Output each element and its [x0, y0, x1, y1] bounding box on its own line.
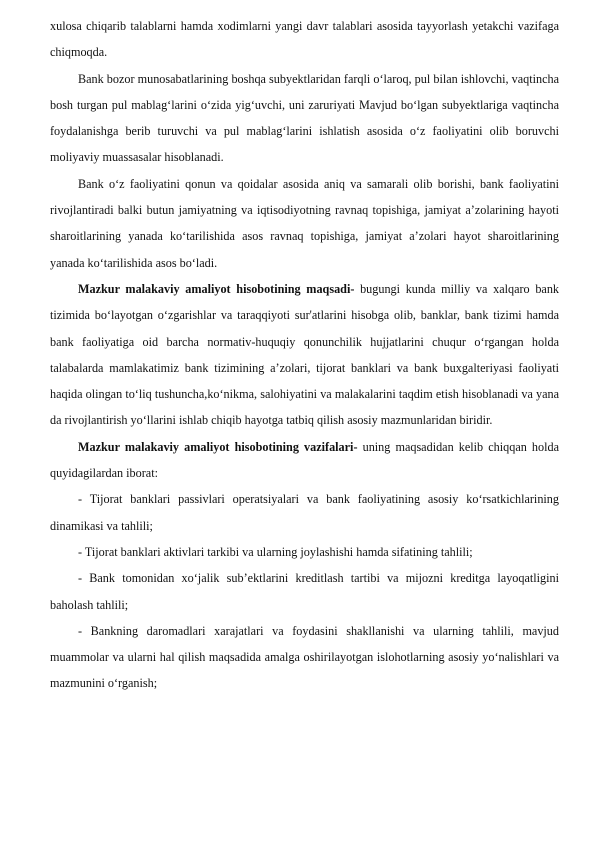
paragraph-intro-continuation: xulosa chiqarib talablarni hamda xodimlarni yangi davr talablari asosida tayyorlash yetakchi vazifaga chiqmoqda.: [50, 19, 559, 60]
paragraph-bank-activity: Bank o‘z faoliyatini qonun va qoidalar asosida aniq va samarali olib borishi, bank faoliyatini rivojlantiradi balki butun jamiyatning va iqtisodiyotning ravnaq topishiga, jamiyat a’zolarining hayoti sharoitlarining yanada ko‘tarilishida asos ravnaq topishiga, jamiyat a’zolari hayot sharoitlarining yanada ko‘tarilishida asos bo‘ladi.: [50, 176, 559, 270]
task-list-item: - Bankning daromadlari xarajatlari va foydasini shakllanishi va ularning tahlili, mavjud muammolar va ularni hal qilish maqsadida amalga oshirilayotgan islohotlarning asosiy yo‘nalishlari va mazmunini o‘rganish;: [50, 623, 559, 691]
task-list-item: - Tijorat banklari passivlari operatsiyalari va bank faoliyatining asosiy ko‘rsatkichlarining dinamikasi va tahlili;: [50, 492, 559, 533]
document-page: [50, 13, 559, 697]
paragraph-report-goal: Mazkur malakaviy amaliyot hisobotining maqsadi- bugungi kunda milliy va xalqaro bank tizimida bo‘layotgan o‘zgarishlar va taraqqiyoti sur'atlarini hisobga olib, banklar, bank tizimi hamda bank faoliyatiga oid barcha normativ-huquqiy qonunchilik hujjatlarini chuqur o‘rgangan holda talabalarda mamlakatimiz bank tizimining a’zolari, tijorat banklari va bank buxgalteriyasi faoliyati haqida olingan to‘liq tushuncha,ko‘nikma, salohiyatini va malakalarini taqdim etish hisoblanadi va yana da rivojlantirish yo‘llarini ishlab chiqib hayotga tatbiq qilish asosiy mazmunlaridan biridir.: [50, 281, 560, 428]
task-list-item: - Bank tomonidan xo‘jalik sub’ektlarini kreditlash tartibi va mijozni kreditga layoqatligini baholash tahlili;: [50, 571, 559, 612]
task-list-item: - Tijorat banklari aktivlari tarkibi va ularning joylashishi hamda sifatining tahlili;: [78, 544, 473, 559]
tasks-heading: Mazkur malakaviy amaliyot hisobotining vazifalari-: [78, 439, 358, 454]
goal-heading: Mazkur malakaviy amaliyot hisobotining maqsadi-: [78, 281, 355, 296]
paragraph-report-tasks: Mazkur malakaviy amaliyot hisobotining vazifalari- uning maqsadidan kelib chiqqan holda quyidagilardan iborat:: [50, 439, 559, 481]
paragraph-bank-definition: Bank bozor munosabatlarining boshqa subyektlaridan farqli o‘laroq, pul bilan ishlovchi, vaqtincha bosh turgan pul mablag‘larini o‘zida yig‘uvchi, uni zaruriyati Mavjud bo‘lgan subyektlariga vaqtincha foydalanishga berib turuvchi va pul mablag‘larini ishlatish asosida o‘z faoliyatini olib boruvchi moliyaviy muassasalar hisoblanadi.: [50, 71, 559, 165]
